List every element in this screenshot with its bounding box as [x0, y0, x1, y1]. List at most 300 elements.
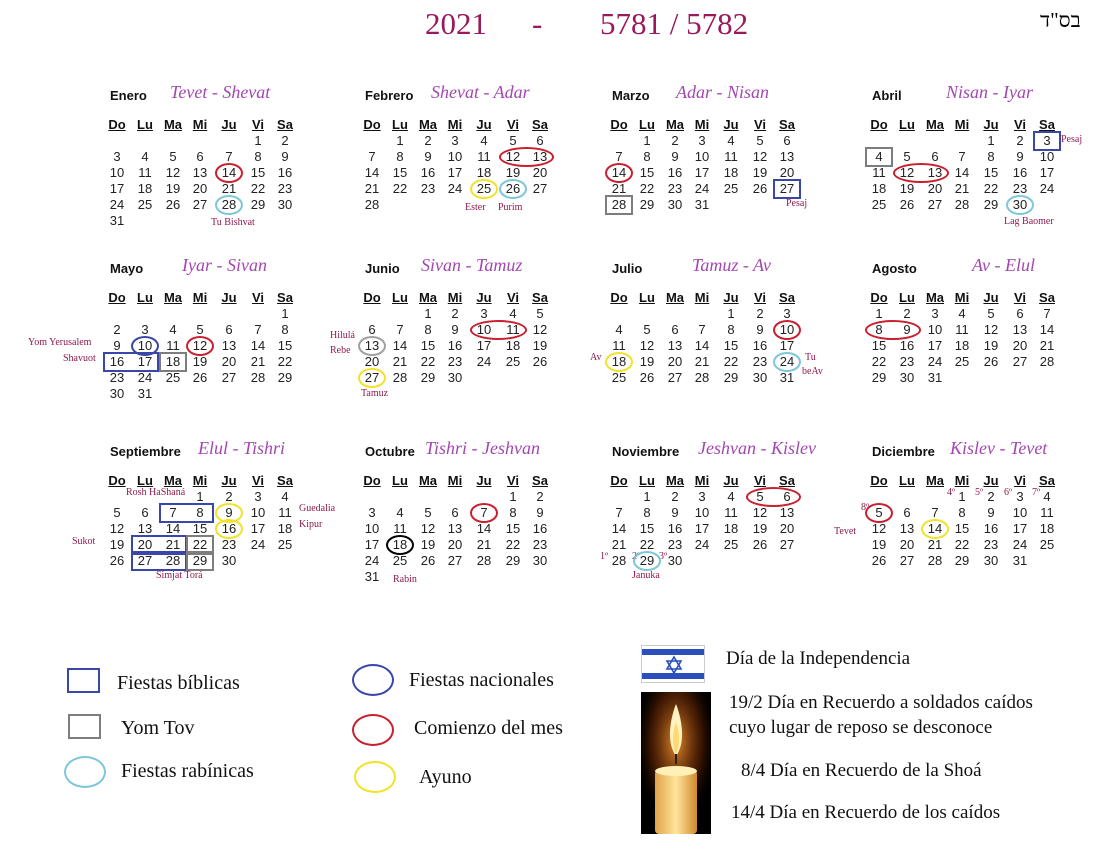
day-cell: 28 [476, 553, 492, 568]
day-cell: 7 [615, 149, 623, 164]
note-ord-3: 3º [659, 551, 668, 562]
day-cell: 13 [532, 149, 548, 164]
weekday-header: Ju [476, 290, 492, 305]
day-cell: 2 [424, 133, 432, 148]
weekday-header: Ma [665, 290, 685, 305]
holiday-oval [470, 503, 498, 523]
day-cell: 3 [480, 306, 488, 321]
day-cell: 24 [447, 181, 463, 196]
day-cell: 22 [723, 354, 739, 369]
weekday-header: Mi [192, 290, 208, 305]
day-cell: 23 [420, 181, 436, 196]
day-cell: 16 [221, 521, 237, 536]
note-purim: Purim [498, 202, 523, 213]
day-cell: 25 [476, 181, 492, 196]
day-cell: 26 [505, 181, 521, 196]
day-cell: 11 [872, 165, 886, 180]
day-cell: 2 [903, 306, 911, 321]
day-cell: 21 [611, 537, 627, 552]
day-cell: 10 [250, 505, 266, 520]
weekday-header: Sa [1039, 290, 1055, 305]
day-cell: 29 [639, 197, 655, 212]
day-cell: 24 [694, 181, 710, 196]
day-cell: 12 [899, 165, 915, 180]
note-simjat-tora: Simjat Torá [156, 570, 203, 581]
weekday-header: Do [108, 473, 126, 488]
day-cell: 13 [447, 521, 463, 536]
weekday-header: Ma [925, 290, 945, 305]
day-cell: 15 [392, 165, 408, 180]
weekday-header: Ju [983, 290, 999, 305]
day-cell: 1 [987, 133, 995, 148]
legend-month-start-swatch [352, 714, 394, 746]
note-lag-baomer: Lag Baomer [1004, 216, 1054, 227]
day-cell: 11 [1040, 505, 1054, 520]
day-cell: 23 [532, 537, 548, 552]
day-cell: 10 [109, 165, 125, 180]
month-noviembre [606, 438, 851, 608]
holiday-oval [470, 320, 527, 340]
title-hebrew-years: 5781 / 5782 [600, 6, 749, 41]
day-cell: 15 [505, 521, 521, 536]
note-yom-yerusalem: Yom Yerusalem [28, 337, 92, 348]
note-shavuot: Shavuot [63, 353, 96, 364]
day-cell: 4 [396, 505, 404, 520]
day-cell: 11 [393, 521, 407, 536]
legend-biblical-swatch [67, 668, 100, 693]
weekday-header: Lu [137, 117, 153, 132]
weekday-header: Mi [447, 473, 463, 488]
weekday-header: Vi [753, 117, 767, 132]
day-cell: 3 [1043, 133, 1051, 148]
weekday-header: Ju [476, 473, 492, 488]
weekday-header: Vi [506, 290, 520, 305]
day-cell: 4 [509, 306, 517, 321]
day-cell: 16 [1012, 165, 1028, 180]
weekday-header: Lu [137, 290, 153, 305]
note-av: Av [590, 352, 602, 363]
legend-fast: Ayuno [419, 766, 472, 788]
holiday-box [605, 195, 633, 215]
weekday-header: Do [108, 117, 126, 132]
weekday-header: Sa [779, 117, 795, 132]
month-name: Febrero [365, 88, 414, 103]
day-cell: 27 [899, 553, 915, 568]
day-cell: 11 [724, 149, 738, 164]
day-cell: 17 [779, 338, 795, 353]
day-cell: 18 [476, 165, 492, 180]
month-name: Noviembre [612, 444, 680, 459]
day-cell: 8 [875, 322, 883, 337]
day-cell: 5 [509, 133, 517, 148]
day-cell: 22 [392, 181, 408, 196]
note-rabin: Rabin [393, 574, 417, 585]
day-cell: 4 [615, 322, 623, 337]
note-ester: Ester [465, 202, 486, 213]
day-cell: 8 [424, 322, 432, 337]
holiday-box [865, 147, 893, 167]
day-cell: 7 [480, 505, 488, 520]
day-cell: 13 [192, 165, 208, 180]
weekday-header: Sa [779, 290, 795, 305]
month-name: Abril [872, 88, 902, 103]
day-cell: 1 [281, 306, 289, 321]
day-cell: 23 [899, 354, 915, 369]
legend-rabbinic: Fiestas rabínicas [121, 760, 254, 782]
day-cell: 7 [1043, 306, 1051, 321]
holiday-box [1033, 131, 1061, 151]
day-cell: 2 [281, 133, 289, 148]
israel-flag-icon [641, 645, 705, 683]
legend-national-swatch [352, 664, 394, 696]
day-cell: 28 [221, 197, 237, 212]
day-cell: 13 [364, 338, 380, 353]
day-cell: 12 [639, 338, 655, 353]
weekday-header: Mi [192, 473, 208, 488]
day-cell: 18 [723, 521, 739, 536]
day-cell: 7 [698, 322, 706, 337]
hebrew-months: Kislev - Tevet [950, 438, 1048, 458]
day-cell: 11 [506, 322, 520, 337]
day-cell: 11 [138, 165, 152, 180]
day-cell: 26 [165, 197, 181, 212]
day-cell: 8 [281, 322, 289, 337]
day-cell: 1 [424, 306, 432, 321]
day-cell: 26 [532, 354, 548, 369]
day-cell: 12 [165, 165, 181, 180]
weekday-header: Sa [779, 473, 795, 488]
day-cell: 5 [113, 505, 121, 520]
weekday-header: Vi [251, 473, 265, 488]
day-cell: 29 [723, 370, 739, 385]
day-cell: 19 [639, 354, 655, 369]
weekday-header: Vi [1013, 117, 1027, 132]
holiday-box [131, 551, 187, 571]
day-cell: 29 [277, 370, 293, 385]
month-name: Octubre [365, 444, 415, 459]
legend-yomtov-swatch [68, 714, 101, 739]
day-cell: 6 [368, 322, 376, 337]
day-cell: 26 [871, 553, 887, 568]
day-cell: 4 [875, 149, 883, 164]
day-cell: 18 [392, 537, 408, 552]
day-cell: 10 [694, 149, 710, 164]
day-cell: 28 [611, 553, 627, 568]
day-cell: 5 [196, 322, 204, 337]
day-cell: 1 [958, 489, 966, 504]
day-cell: 12 [983, 322, 999, 337]
day-cell: 6 [783, 133, 791, 148]
hebrew-months: Adar - Nisan [676, 82, 770, 102]
day-cell: 17 [1012, 521, 1028, 536]
day-cell: 6 [196, 149, 204, 164]
day-cell: 20 [447, 537, 463, 552]
day-cell: 13 [137, 521, 153, 536]
day-cell: 12 [420, 521, 436, 536]
day-cell: 19 [752, 521, 768, 536]
weekday-header: Do [610, 117, 628, 132]
month-name: Marzo [612, 88, 650, 103]
day-cell: 4 [141, 149, 149, 164]
holiday-oval [470, 179, 498, 199]
day-cell: 2 [987, 489, 995, 504]
day-cell: 5 [424, 505, 432, 520]
day-cell: 20 [779, 165, 795, 180]
day-cell: 26 [639, 370, 655, 385]
day-cell: 18 [505, 338, 521, 353]
day-cell: 14 [611, 165, 627, 180]
day-cell: 23 [1012, 181, 1028, 196]
weekday-header: Vi [506, 117, 520, 132]
holiday-oval [773, 352, 801, 372]
day-cell: 24 [927, 354, 943, 369]
day-cell: 28 [927, 553, 943, 568]
day-cell: 25 [392, 553, 408, 568]
day-cell: 15 [420, 338, 436, 353]
day-cell: 9 [225, 505, 233, 520]
weekday-header: Mi [192, 117, 208, 132]
day-cell: 15 [192, 521, 208, 536]
note-januka: Januka [632, 570, 660, 581]
holiday-oval [358, 368, 386, 388]
day-cell: 25 [871, 197, 887, 212]
day-cell: 3 [1016, 489, 1024, 504]
day-cell: 3 [698, 133, 706, 148]
month-name: Julio [612, 261, 643, 276]
day-cell: 19 [109, 537, 125, 552]
day-cell: 25 [723, 537, 739, 552]
weekday-header: Vi [753, 473, 767, 488]
day-cell: 30 [1012, 197, 1028, 212]
day-cell: 21 [694, 354, 710, 369]
day-cell: 12 [752, 149, 768, 164]
hebrew-months: Tevet - Shevat [170, 82, 271, 102]
weekday-header: Ju [221, 117, 237, 132]
month-diciembre [866, 438, 1111, 608]
day-cell: 20 [779, 521, 795, 536]
day-cell: 16 [420, 165, 436, 180]
day-cell: 20 [899, 537, 915, 552]
day-cell: 13 [221, 338, 237, 353]
day-cell: 13 [667, 338, 683, 353]
weekday-header: Mi [694, 117, 710, 132]
day-cell: 10 [694, 505, 710, 520]
day-cell: 3 [698, 489, 706, 504]
weekday-header: Lu [392, 117, 408, 132]
day-cell: 28 [392, 370, 408, 385]
weekday-header: Ju [983, 117, 999, 132]
day-cell: 5 [643, 322, 651, 337]
day-cell: 31 [137, 386, 153, 401]
day-cell: 14 [165, 521, 181, 536]
day-cell: 22 [639, 537, 655, 552]
day-cell: 27 [532, 181, 548, 196]
day-cell: 22 [871, 354, 887, 369]
day-cell: 21 [927, 537, 943, 552]
note-tevet: Tevet [834, 526, 857, 537]
hebrew-months: Shevat - Adar [431, 82, 530, 102]
weekday-header: Sa [277, 473, 293, 488]
weekday-header: Do [610, 290, 628, 305]
day-cell: 29 [639, 553, 655, 568]
weekday-header: Ma [665, 473, 685, 488]
day-cell: 28 [364, 197, 380, 212]
day-cell: 27 [779, 181, 795, 196]
weekday-header: Do [870, 290, 888, 305]
day-cell: 20 [221, 354, 237, 369]
weekday-header: Lu [899, 473, 915, 488]
weekday-header: Do [870, 117, 888, 132]
month-name: Diciembre [872, 444, 935, 459]
day-cell: 5 [756, 489, 764, 504]
day-cell: 23 [221, 537, 237, 552]
day-cell: 27 [137, 553, 153, 568]
weekday-header: Ma [665, 117, 685, 132]
weekday-header: Do [363, 117, 381, 132]
day-cell: 22 [505, 537, 521, 552]
day-cell: 9 [671, 149, 679, 164]
weekday-header: Mi [447, 117, 463, 132]
day-cell: 21 [1039, 338, 1055, 353]
hebrew-months: Elul - Tishri [198, 438, 286, 458]
day-cell: 19 [192, 354, 208, 369]
day-cell: 8 [643, 149, 651, 164]
day-cell: 6 [1016, 306, 1024, 321]
day-cell: 12 [109, 521, 125, 536]
day-cell: 3 [368, 505, 376, 520]
weekday-header: Lu [392, 290, 408, 305]
month-julio [606, 255, 851, 425]
day-cell: 7 [615, 505, 623, 520]
day-cell: 21 [250, 354, 266, 369]
day-cell: 10 [779, 322, 795, 337]
month-marzo [606, 82, 851, 252]
day-cell: 20 [532, 165, 548, 180]
weekday-header: Lu [639, 117, 655, 132]
holiday-box [773, 179, 801, 199]
day-cell: 4 [727, 133, 735, 148]
holiday-oval [605, 352, 633, 372]
day-cell: 27 [779, 537, 795, 552]
day-cell: 28 [250, 370, 266, 385]
note-rebe: Rebe [330, 345, 351, 356]
month-febrero [359, 82, 604, 252]
day-cell: 6 [783, 489, 791, 504]
day-cell: 18 [954, 338, 970, 353]
note-rosh-hashana: Rosh HaShaná [126, 487, 186, 498]
day-cell: 13 [779, 149, 795, 164]
day-cell: 30 [447, 370, 463, 385]
day-cell: 28 [1039, 354, 1055, 369]
day-cell: 23 [447, 354, 463, 369]
day-cell: 26 [109, 553, 125, 568]
day-cell: 27 [221, 370, 237, 385]
day-cell: 20 [137, 537, 153, 552]
note-ord-4: 4º [947, 487, 956, 498]
day-cell: 10 [447, 149, 463, 164]
day-cell: 17 [447, 165, 463, 180]
holiday-oval [605, 163, 633, 183]
day-cell: 4 [480, 133, 488, 148]
day-cell: 17 [476, 338, 492, 353]
day-cell: 19 [983, 338, 999, 353]
day-cell: 25 [505, 354, 521, 369]
legend-shoa: 8/4 Día en Recuerdo de la Shoá [741, 760, 982, 781]
weekday-header: Lu [639, 290, 655, 305]
hebrew-months: Tishri - Jeshvan [425, 438, 540, 458]
weekday-header: Ju [221, 290, 237, 305]
day-cell: 9 [424, 149, 432, 164]
day-cell: 7 [931, 505, 939, 520]
month-name: Septiembre [110, 444, 181, 459]
weekday-header: Do [363, 290, 381, 305]
day-cell: 8 [958, 505, 966, 520]
holiday-oval [215, 163, 243, 183]
legend-memorial-2: cuyo lugar de reposo se desconoce [729, 717, 993, 738]
weekday-header: Ma [418, 117, 438, 132]
bsd-mark: בס"ד [1040, 8, 1081, 32]
holiday-box [159, 352, 187, 372]
holiday-oval [921, 519, 949, 539]
day-cell: 30 [667, 553, 683, 568]
day-cell: 5 [169, 149, 177, 164]
legend-yomtov: Yom Tov [121, 717, 195, 739]
day-cell: 14 [392, 338, 408, 353]
day-cell: 16 [667, 521, 683, 536]
hebrew-months: Nisan - Iyar [946, 82, 1033, 102]
day-cell: 12 [752, 505, 768, 520]
holiday-oval [865, 320, 921, 340]
day-cell: 16 [983, 521, 999, 536]
legend-independence: Día de la Independencia [726, 648, 911, 669]
day-cell: 3 [141, 322, 149, 337]
day-cell: 24 [779, 354, 795, 369]
day-cell: 3 [931, 306, 939, 321]
day-cell: 30 [983, 553, 999, 568]
day-cell: 15 [250, 165, 266, 180]
day-cell: 22 [983, 181, 999, 196]
day-cell: 7 [254, 322, 262, 337]
holiday-oval [358, 336, 386, 356]
day-cell: 8 [643, 505, 651, 520]
day-cell: 16 [447, 338, 463, 353]
day-cell: 28 [954, 197, 970, 212]
day-cell: 1 [396, 133, 404, 148]
weekday-header: Do [610, 473, 628, 488]
note-sukot: Sukot [72, 536, 96, 547]
weekday-header: Do [363, 473, 381, 488]
day-cell: 2 [113, 322, 121, 337]
day-cell: 29 [505, 553, 521, 568]
holiday-oval [499, 147, 554, 167]
day-cell: 31 [1012, 553, 1028, 568]
day-cell: 14 [250, 338, 266, 353]
weekday-header: Sa [532, 473, 548, 488]
day-cell: 11 [477, 149, 491, 164]
day-cell: 14 [694, 338, 710, 353]
day-cell: 4 [169, 322, 177, 337]
day-cell: 11 [166, 338, 180, 353]
day-cell: 10 [1039, 149, 1055, 164]
day-cell: 5 [756, 133, 764, 148]
day-cell: 9 [113, 338, 121, 353]
day-cell: 31 [109, 213, 125, 228]
day-cell: 20 [667, 354, 683, 369]
day-cell: 20 [192, 181, 208, 196]
day-cell: 26 [899, 197, 915, 212]
day-cell: 11 [612, 338, 626, 353]
note-ord-6: 6º [1004, 487, 1013, 498]
